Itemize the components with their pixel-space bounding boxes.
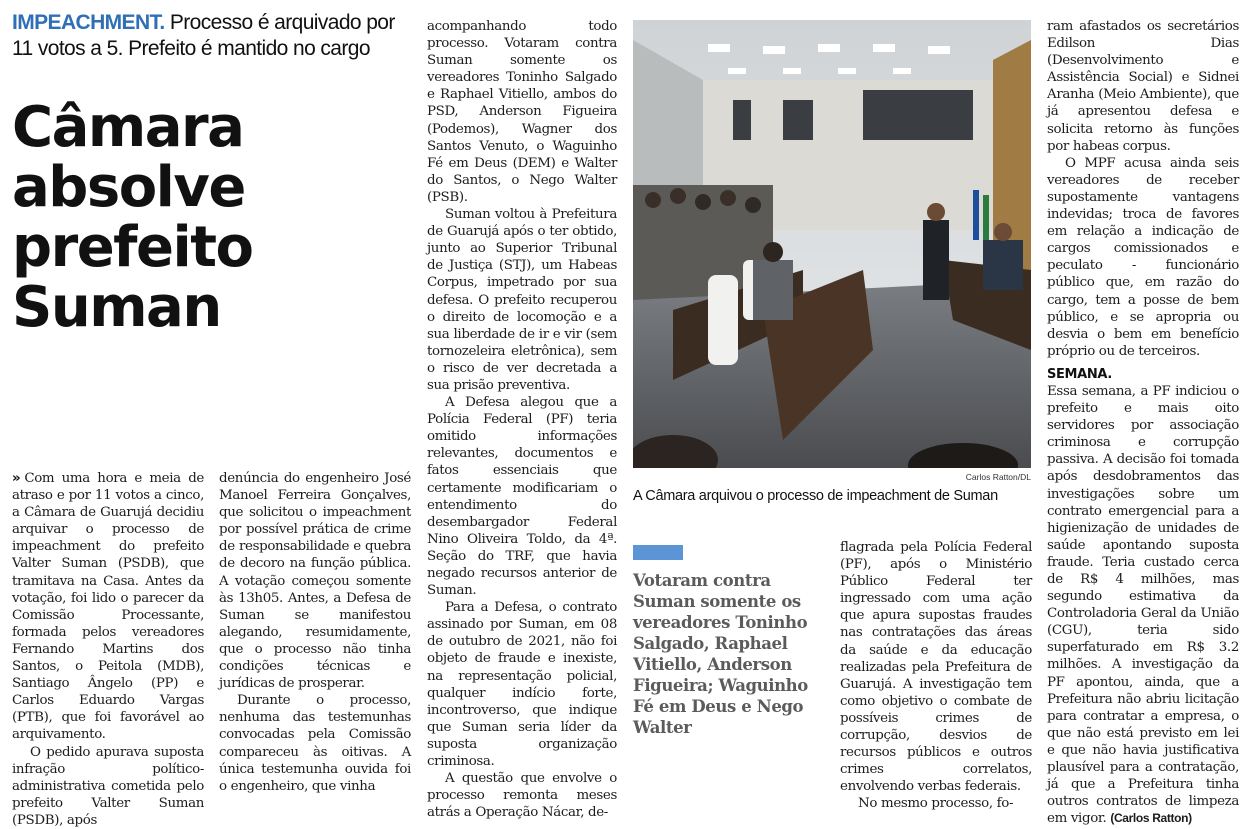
paragraph: » Com uma hora e meia de atraso e por 11 votos a cinco, a Câmara de Guarujá decidiu arquivar o processo de impeachment do prefeito Valter Suman (PSDB), que tramitava na Casa. Antes da votação, foi lido o parecer da Comissão Processante, formada pelos vereadores Fernando Martins dos Santos, o Peitola (MDB), Santiago Ângelo (PP) e Carlos Eduardo Vargas (PTB), que foi favorável ao arquivamento. — [12, 471, 204, 743]
paragraph: flagrada pela Polícia Federal (PF), após o Ministério Público Federal ter ingressado com uma ação que apura supostas fraudes nas contratações das áreas da saúde e da educação realizadas pela Prefeitura de Guarujá. A investigação tem como objetivo o combate de possíveis crimes de corrupção, desvios de recursos públicos e outros crimes correlatos, envolvendo verbas federais. — [840, 540, 1032, 795]
paragraph: O pedido apurava suposta infração político-administrativa cometida pelo prefeito Valter Suman (PSDB), após — [12, 744, 204, 828]
paragraph: O MPF acusa ainda seis vereadores de receber supostamente vantagens indevidas; troca de favores em relação a indicação de cargos comissionados e peculato - funcionário público que, em razão do cargo, tem a posse de bem público, e se apropria ou desvia o bem em benefício próprio ou de terceiros. — [1047, 155, 1239, 359]
headline — [12, 95, 412, 340]
paragraph: acompanhando todo processo. Votaram contra Suman somente os vereadores Toninho Salgado e Raphael Vitiello, ambos do PSD, Anderson Figueira (Podemos), Wagner dos Santos Venuto, o Waguinho Fé em Deus (DEM) e Walter do Santos, o Nego Walter (PSB). — [427, 19, 617, 205]
article-kicker — [12, 10, 412, 62]
photo-caption: A Câmara arquivou o processo de impeachment de Suman — [633, 488, 998, 504]
pullquote: Votaram contra Suman somente os vereadores Toninho Salgado, Raphael Vitiello, Anderson Figueira; Waguinho Fé em Deus e Nego Walter — [633, 571, 808, 737]
body-column-5 — [840, 539, 1032, 813]
headline-line-3: prefeito — [12, 215, 253, 280]
photo-credit: Carlos Ratton/DL — [965, 472, 1031, 482]
body-column-2 — [219, 470, 411, 795]
paragraph: A questão que envolve o processo remonta meses atrás a Operação Nácar, de- — [427, 771, 617, 821]
kicker-keyword: IMPEACHMENT. — [12, 11, 165, 34]
paragraph: Durante o processo, nenhuma das testemunhas convocadas pela Comissão compareceu às oitivas. A única testemunha ouvida foi o engenheiro, que vinha — [219, 693, 411, 794]
headline-line-4: Suman — [12, 275, 221, 340]
lead-arrow-icon: » — [12, 471, 21, 486]
kicker-text: Processo é arquivado por 11 votos a 5. Prefeito é mantido no cargo — [12, 11, 395, 60]
paragraph: Para a Defesa, o contrato assinado por Suman, em 08 de outubro de 2021, não foi objeto de fraude e inexiste, na representação policial, qualquer indício forte, incontroverso, que indique que Suman seria líder da suposta organização criminosa. — [427, 600, 617, 770]
headline-line-1: Câmara — [12, 95, 244, 160]
pullquote-accent-bar — [633, 545, 683, 560]
paragraph: No mesmo processo, fo- — [858, 796, 1014, 812]
photo-illustration — [633, 20, 1031, 468]
paragraph: A Defesa alegou que a Polícia Federal (PF) teria omitido informações relevantes, documentos e fatos essenciais que certamente modificariam o entendimento do desembargador Federal Nino Oliveira Toldo, da 4ª. Seção do TRF, que havia negado recursos anterior de Suman. — [427, 395, 617, 599]
body-column-3 — [427, 18, 617, 821]
paragraph: Suman voltou à Prefeitura de Guarujá após o ter obtido, junto ao Superior Tribunal de Justiça (STJ), um Habeas Corpus, impetrado por sua defesa. O prefeito recuperou o direito de locomoção e a sua liberdade de ir e vir (sem tornozeleira eletrônica), sem o risco de ver decretada a sua prisão preventiva. — [427, 207, 617, 393]
paragraph: denúncia do engenheiro José Manoel Ferreira Gonçalves, que solicitou o impeachment por possível prática de crime de responsabilidade e quebra de decoro na função pública. A votação começou somente às 13h05. Antes, a Defesa de Suman se manifestou alegando, resumidamente, que o processo não tinha condições técnicas e jurídicas de prosperar. — [219, 471, 411, 692]
byline: (Carlos Ratton) — [1110, 811, 1192, 826]
section-subhead: SEMANA. — [1047, 366, 1112, 382]
council-chamber-photo — [633, 20, 1031, 468]
body-column-1 — [12, 470, 204, 829]
paragraph: ram afastados os secretários Edilson Dias (Desenvolvimento e Assistência Social) e Sidnei Aranha (Meio Ambiente), que já apresentou defesa e solicita retorno às funções por habeas corpus. — [1047, 19, 1239, 154]
headline-line-2: absolve — [12, 155, 245, 220]
body-column-6 — [1047, 18, 1239, 827]
paragraph: Essa semana, a PF indiciou o prefeito e mais oito servidores por associação criminosa e corrupção passiva. A decisão foi tomada após desdobramentos das investigações sobre um contrato emergencial para a higienização de unidades de saúde apontando suposta fraude. Teria custado cerca de R$ 4 milhões, mas segundo estimativa da Controladoria Geral da União (CGU), teria sido superfaturado em R$ 3.2 milhões. A investigação da PF apontou, ainda, que a Prefeitura não abriu licitação para contratar a empresa, o que não está previsto em lei e que não havia justificativa plausível para a contratação, já que a Prefeitura tinha outros contratos de limpeza em vigor. (Carlos Ratton) — [1047, 383, 1239, 827]
